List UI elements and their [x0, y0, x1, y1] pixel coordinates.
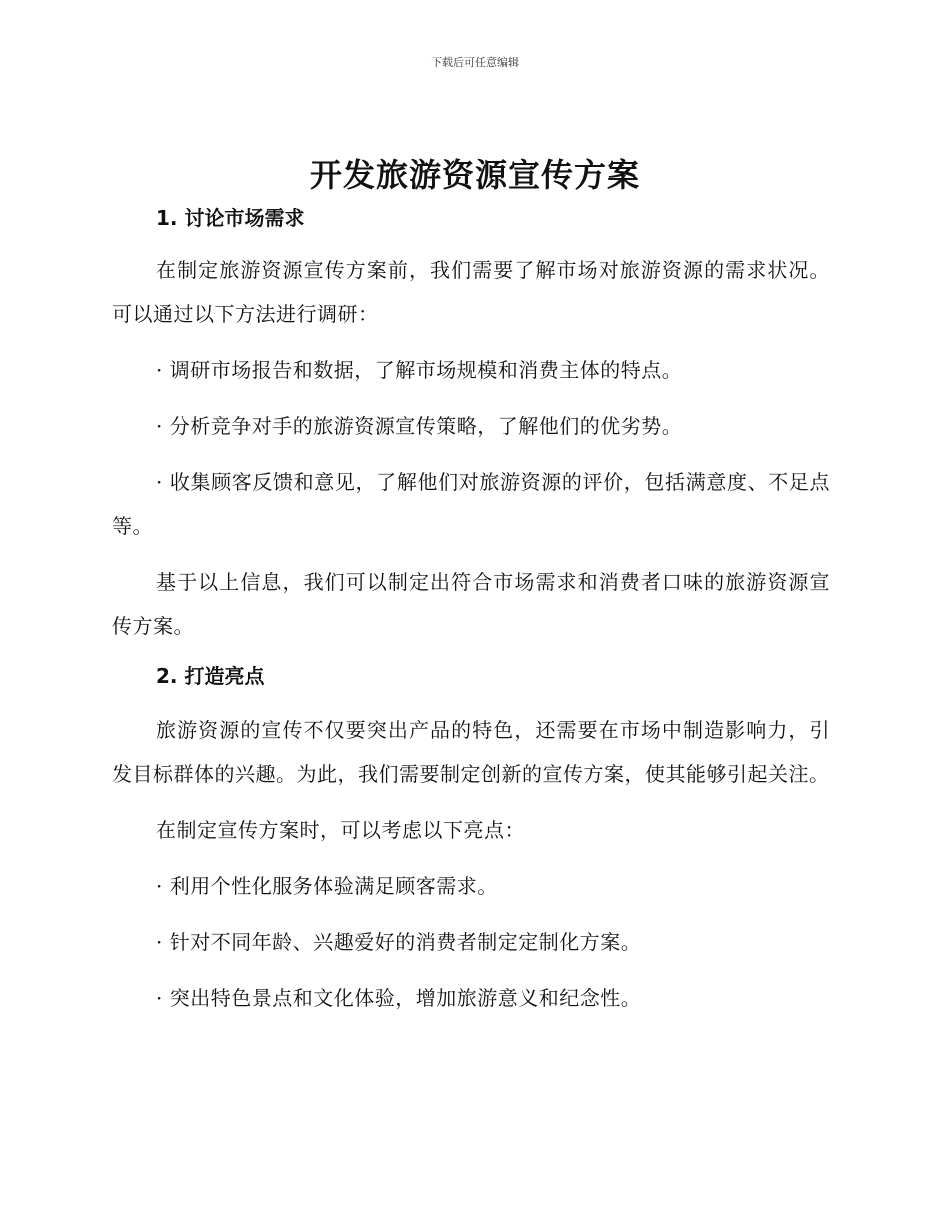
paragraph: 在制定宣传方案时，可以考虑以下亮点： — [156, 818, 525, 842]
section-heading: 2. 打造亮点 — [156, 664, 265, 688]
section-heading: 1. 讨论市场需求 — [156, 206, 305, 230]
document-title: 开发旅游资源宣传方案 — [309, 156, 640, 194]
bullet-item: · 利用个性化服务体验满足顾客需求。 — [156, 874, 498, 898]
header-note: 下载后可任意编辑 — [431, 56, 519, 69]
bullet-item: · 突出特色景点和文化体验，增加旅游意义和纪念性。 — [156, 986, 642, 1010]
paragraph: 在制定旅游资源宣传方案前，我们需要了解市场对旅游资源的需求状况。可以通过以下方法进行调研： — [112, 258, 830, 326]
paragraph: 旅游资源的宣传不仅要突出产品的特色，还需要在市场中制造影响力，引发目标群体的兴趣。为此，我们需要制定创新的宣传方案，使其能够引起关注。 — [112, 718, 830, 786]
bullet-item: · 分析竞争对手的旅游资源宣传策略，了解他们的优劣势。 — [156, 414, 683, 438]
bullet-item: · 针对不同年龄、兴趣爱好的消费者制定定制化方案。 — [156, 930, 642, 954]
bullet-item: · 收集顾客反馈和意见，了解他们对旅游资源的评价，包括满意度、不足点等。 — [112, 470, 830, 538]
bullet-item: · 调研市场报告和数据，了解市场规模和消费主体的特点。 — [156, 358, 683, 382]
document-body — [112, 200, 830, 1020]
paragraph: 基于以上信息，我们可以制定出符合市场需求和消费者口味的旅游资源宣传方案。 — [112, 570, 830, 638]
